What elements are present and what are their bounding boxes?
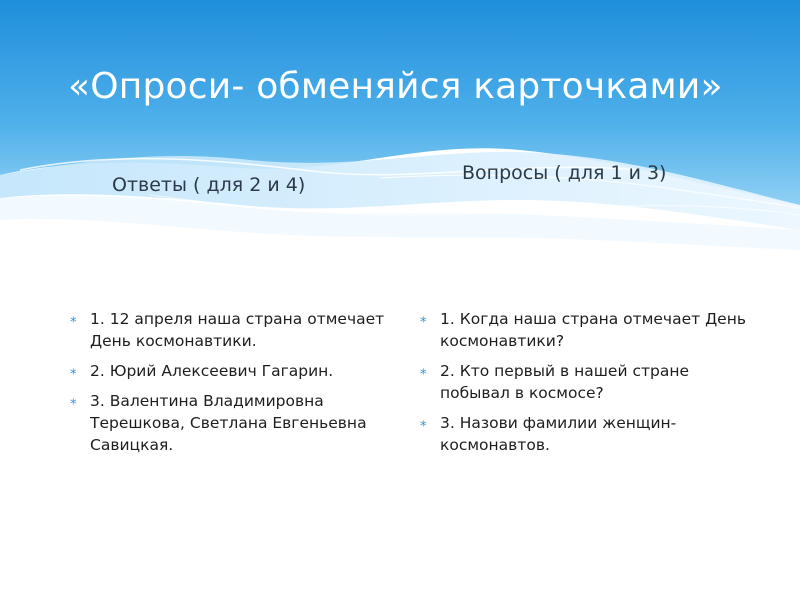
list-item xyxy=(418,412,758,456)
answer-text: 2. Юрий Алексеевич Гагарин. xyxy=(90,362,334,380)
questions-list xyxy=(418,308,758,464)
question-text: 3. Назови фамилии женщин-космонавтов. xyxy=(440,414,677,454)
bullet-star-icon: ⁎ xyxy=(70,393,77,408)
questions-heading: Вопросы ( для 1 и 3) xyxy=(462,162,667,184)
answers-list xyxy=(68,308,390,464)
list-item xyxy=(418,360,758,404)
bullet-star-icon: ⁎ xyxy=(70,363,77,378)
list-item xyxy=(68,308,390,352)
list-item xyxy=(68,360,390,382)
list-item xyxy=(68,390,390,456)
question-text: 1. Когда наша страна отмечает День космонавтики? xyxy=(440,310,746,350)
bullet-star-icon: ⁎ xyxy=(70,311,77,326)
slide-title: «Опроси- обменяйся карточками» xyxy=(68,66,723,107)
question-text: 2. Кто первый в нашей стране побывал в космосе? xyxy=(440,362,690,402)
bullet-star-icon: ⁎ xyxy=(420,415,427,430)
answer-text: 1. 12 апреля наша страна отмечает День космонавтики. xyxy=(90,310,385,350)
bullet-star-icon: ⁎ xyxy=(420,311,427,326)
answers-heading: Ответы ( для 2 и 4) xyxy=(112,174,306,196)
bullet-star-icon: ⁎ xyxy=(420,363,427,378)
answer-text: 3. Валентина Владимировна Терешкова, Светлана Евгеньевна Савицкая. xyxy=(90,392,367,454)
list-item xyxy=(418,308,758,352)
